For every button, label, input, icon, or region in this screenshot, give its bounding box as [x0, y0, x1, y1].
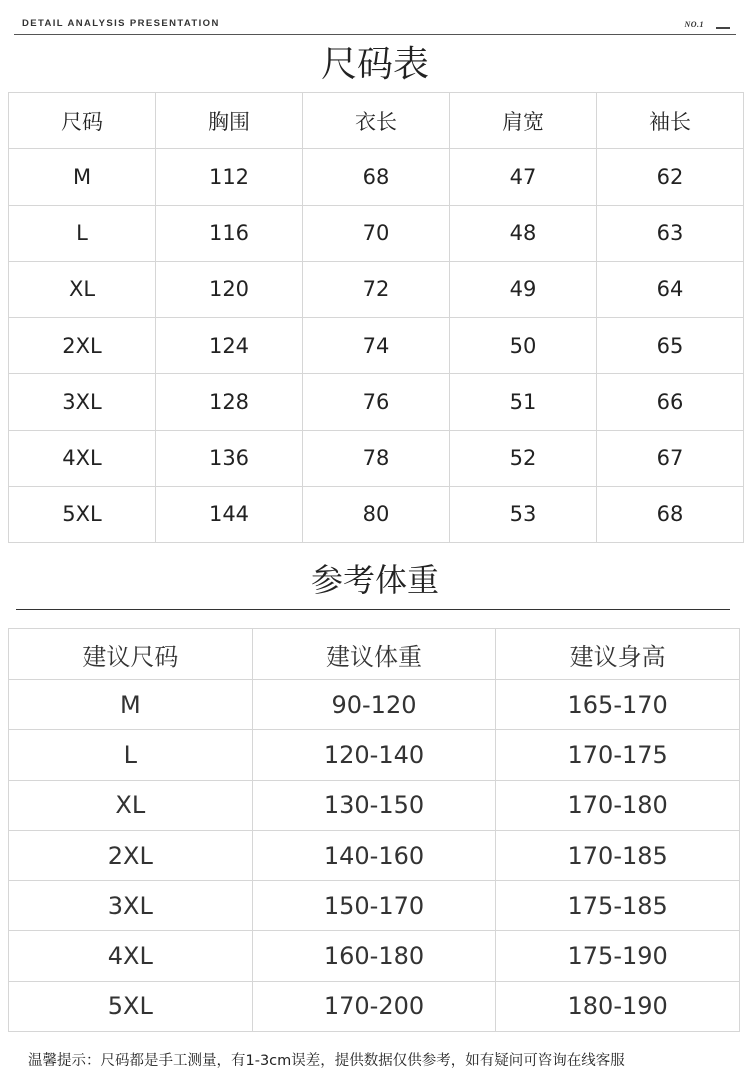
size_chart-header-cell: 胸围 [156, 93, 303, 149]
size_chart-cell: 2XL [9, 318, 156, 374]
size_chart-cell: 76 [303, 374, 450, 430]
table-row [9, 205, 744, 261]
footer-note: 温馨提示：尺码都是手工测量，有1-3cm误差，提供数据仅供参考，如有疑问可咨询在线客服 [28, 1053, 625, 1069]
size_chart-cell: 50 [450, 318, 597, 374]
table-row [9, 931, 740, 981]
table-row [9, 430, 744, 486]
size_chart-cell: 124 [156, 318, 303, 374]
reference-header-cell: 建议尺码 [9, 629, 253, 680]
size_chart-cell: 53 [450, 486, 597, 542]
reference-cell: 150-170 [252, 881, 496, 931]
size_chart-cell: 5XL [9, 486, 156, 542]
size_chart-cell: 64 [597, 261, 744, 317]
size_chart-cell: 68 [597, 486, 744, 542]
reference-cell: 2XL [9, 830, 253, 880]
size_chart-cell: 4XL [9, 430, 156, 486]
size_chart-cell: 112 [156, 149, 303, 205]
reference-table [8, 628, 740, 1032]
size_chart-cell: 67 [597, 430, 744, 486]
size_chart-cell: L [9, 205, 156, 261]
reference-header-row [9, 629, 740, 680]
size_chart-cell: 52 [450, 430, 597, 486]
brand-text: DETAIL ANALYSIS PRESENTATION [22, 18, 220, 29]
table-row [9, 261, 744, 317]
reference-cell: 175-185 [496, 881, 740, 931]
size_chart-cell: XL [9, 261, 156, 317]
page-number-dash [716, 27, 730, 29]
size_chart-cell: 47 [450, 149, 597, 205]
size_chart-cell: 74 [303, 318, 450, 374]
table-row [9, 730, 740, 780]
table-row [9, 680, 740, 730]
size_chart-cell: 65 [597, 318, 744, 374]
table-row [9, 318, 744, 374]
reference-title: 参考体重 [310, 561, 439, 599]
reference-cell: 140-160 [252, 830, 496, 880]
size_chart-header-cell: 尺码 [9, 93, 156, 149]
size_chart-header-row [9, 93, 744, 149]
size_chart-header-cell: 肩宽 [450, 93, 597, 149]
header-divider [14, 34, 736, 35]
top-header [14, 14, 736, 36]
size_chart-cell: 66 [597, 374, 744, 430]
size_chart-cell: M [9, 149, 156, 205]
size-chart-title: 尺码表 [320, 44, 429, 85]
table-row [9, 881, 740, 931]
size_chart-cell: 120 [156, 261, 303, 317]
size_chart-header-cell: 衣长 [303, 93, 450, 149]
reference-cell: 130-150 [252, 780, 496, 830]
table-row [9, 830, 740, 880]
reference-cell: 5XL [9, 981, 253, 1031]
reference-cell: M [9, 680, 253, 730]
page-number: NO.1 [684, 20, 704, 29]
size_chart-cell: 136 [156, 430, 303, 486]
size_chart-cell: 48 [450, 205, 597, 261]
size_chart-cell: 51 [450, 374, 597, 430]
table-row [9, 374, 744, 430]
size_chart-cell: 116 [156, 205, 303, 261]
reference-cell: 90-120 [252, 680, 496, 730]
size_chart-header-cell: 袖长 [597, 93, 744, 149]
reference-cell: 170-185 [496, 830, 740, 880]
reference-header-cell: 建议身高 [496, 629, 740, 680]
size_chart-cell: 3XL [9, 374, 156, 430]
reference-cell: 175-190 [496, 931, 740, 981]
reference-cell: 180-190 [496, 981, 740, 1031]
reference-cell: 160-180 [252, 931, 496, 981]
reference-cell: XL [9, 780, 253, 830]
size-chart-table [8, 92, 744, 543]
size_chart-cell: 62 [597, 149, 744, 205]
table-row [9, 149, 744, 205]
reference-header-cell: 建议体重 [252, 629, 496, 680]
table-row [9, 486, 744, 542]
reference-divider [16, 609, 730, 610]
reference-cell: 170-200 [252, 981, 496, 1031]
size_chart-cell: 128 [156, 374, 303, 430]
reference-cell: 165-170 [496, 680, 740, 730]
table-row [9, 981, 740, 1031]
size_chart-cell: 68 [303, 149, 450, 205]
reference-cell: 120-140 [252, 730, 496, 780]
size_chart-cell: 72 [303, 261, 450, 317]
reference-cell: 3XL [9, 881, 253, 931]
size_chart-cell: 144 [156, 486, 303, 542]
reference-cell: L [9, 730, 253, 780]
reference-cell: 170-175 [496, 730, 740, 780]
size_chart-cell: 70 [303, 205, 450, 261]
reference-cell: 4XL [9, 931, 253, 981]
size_chart-cell: 80 [303, 486, 450, 542]
size_chart-cell: 78 [303, 430, 450, 486]
reference-cell: 170-180 [496, 780, 740, 830]
size_chart-cell: 63 [597, 205, 744, 261]
size_chart-cell: 49 [450, 261, 597, 317]
table-row [9, 780, 740, 830]
